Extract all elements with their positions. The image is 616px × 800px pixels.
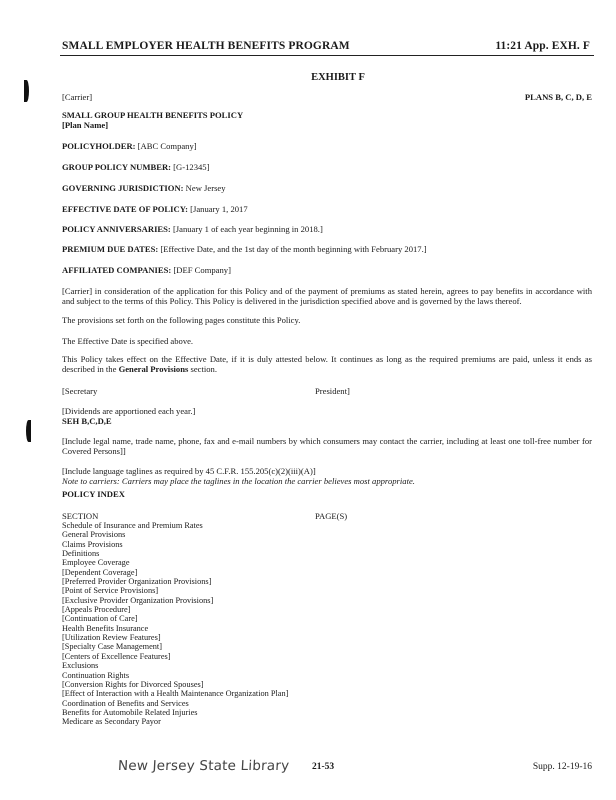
group-number-line — [62, 162, 592, 172]
plans-label: PLANS B, C, D, E — [524, 92, 592, 102]
field-label: EFFECTIVE DATE OF POLICY: — [62, 204, 188, 214]
list-item: Definitions — [62, 549, 100, 559]
carrier-label: [Carrier] — [62, 92, 93, 102]
dividends-block — [62, 406, 592, 426]
library-stamp: New Jersey State Library — [117, 758, 290, 774]
taglines-text: [Include language taglines as required by 45 C.F.R. 155.205(c)(2)(iii)(A)] — [62, 466, 316, 476]
field-value: [DEF Company] — [171, 265, 231, 275]
list-item: Medicare as Secondary Payor — [62, 717, 161, 727]
header-section: 11:21 App. EXH. F — [495, 40, 590, 52]
effective-date-line — [62, 204, 592, 214]
list-item: [Specialty Case Management] — [62, 642, 162, 652]
page-footer — [0, 758, 616, 782]
header-title: SMALL EMPLOYER HEALTH BENEFITS PROGRAM — [62, 40, 350, 52]
index-col-section: SECTION — [62, 511, 99, 521]
affiliated-line — [62, 265, 592, 275]
scan-mark — [26, 420, 31, 442]
field-value: [ABC Company] — [135, 141, 197, 151]
provisions-paragraph: The provisions set forth on the following pages constitute this Policy. — [62, 315, 301, 325]
field-value: [G-12345] — [171, 162, 210, 172]
field-label: AFFILIATED COMPANIES: — [62, 265, 172, 275]
field-label: POLICYHOLDER: — [62, 141, 136, 151]
list-item: Exclusions — [62, 661, 99, 671]
list-item: [Effect of Interaction with a Health Maintenance Organization Plan] — [62, 689, 289, 699]
index-list — [62, 521, 288, 727]
include-legal-paragraph: [Include legal name, trade name, phone, fax and e-mail numbers by which consumers may contact the carrier, including at least one toll-free number for Covered Persons]] — [62, 436, 592, 457]
list-item: General Provisions — [62, 530, 126, 540]
exhibit-title: EXHIBIT F — [311, 72, 365, 83]
note-to-carriers: Note to carriers: Carriers may place the taglines in the location the carrier believes most appropriate. — [62, 476, 415, 487]
policy-title: SMALL GROUP HEALTH BENEFITS POLICY — [62, 110, 244, 120]
jurisdiction-line — [62, 183, 592, 193]
list-item: [Dependent Coverage] — [62, 567, 138, 577]
effective-date-paragraph: The Effective Date is specified above. — [62, 336, 194, 346]
index-col-pages: PAGE(S) — [315, 511, 348, 521]
field-value: New Jersey — [183, 183, 226, 193]
field-value: [Effective Date, and the 1st day of the month beginning with February 2017.] — [158, 244, 427, 254]
running-header — [62, 40, 590, 52]
secretary-label: [Secretary — [62, 386, 98, 396]
anniversaries-line — [62, 224, 592, 234]
list-item: Schedule of Insurance and Premium Rates — [62, 521, 203, 530]
list-item: Employee Coverage — [62, 558, 130, 568]
field-label: GOVERNING JURISDICTION: — [62, 183, 184, 193]
index-header — [62, 511, 462, 521]
list-item: Benefits for Automobile Related Injuries — [62, 707, 198, 717]
policy-title-block — [62, 110, 592, 130]
list-item: [Preferred Provider Organization Provisions] — [62, 577, 212, 587]
plan-name: [Plan Name] — [62, 120, 109, 131]
page-number: 21-53 — [312, 762, 335, 772]
list-item: Continuation Rights — [62, 670, 130, 680]
signature-line — [62, 386, 462, 396]
dividends-text: [Dividends are apportioned each year.] — [62, 406, 196, 416]
takes-effect-end: section. — [188, 364, 217, 375]
field-value: [January 1 of each year beginning in 2018.] — [170, 224, 323, 234]
premium-due-line — [62, 244, 592, 254]
seh-code: SEH B,C,D,E — [62, 416, 112, 427]
list-item: [Point of Service Provisions] — [62, 586, 159, 596]
carrier-row — [62, 92, 592, 102]
list-item: Coordination of Benefits and Services — [62, 698, 189, 708]
policyholder-line — [62, 141, 592, 151]
general-provisions-ref: General Provisions — [118, 364, 189, 375]
taglines-block — [62, 466, 592, 486]
president-label: President] — [315, 386, 350, 396]
scan-mark — [24, 80, 29, 102]
field-label: PREMIUM DUE DATES: — [62, 244, 159, 254]
consideration-paragraph: [Carrier] in consideration of the application for this Policy and of the payment of premiums as stated herein, agrees to pay benefits in accordance with and subject to the terms of this Policy. This Policy is delivered in the jurisdiction specified above and is governed by the laws thereof. — [62, 286, 592, 307]
field-label: POLICY ANNIVERSARIES: — [62, 224, 171, 234]
list-item: [Conversion Rights for Divorced Spouses] — [62, 679, 204, 689]
list-item: [Centers of Excellence Features] — [62, 651, 171, 661]
supplement-date: Supp. 12-19-16 — [532, 762, 592, 772]
list-item: Claims Provisions — [62, 539, 123, 549]
list-item: Health Benefits Insurance — [62, 623, 149, 633]
header-rule — [60, 55, 594, 56]
list-item: [Continuation of Care] — [62, 614, 138, 624]
list-item: [Utilization Review Features] — [62, 633, 161, 643]
field-value: [January 1, 2017 — [187, 204, 248, 214]
list-item: [Exclusive Provider Organization Provisions] — [62, 595, 214, 605]
policy-index-title: POLICY INDEX — [62, 489, 125, 499]
field-label: GROUP POLICY NUMBER: — [62, 162, 172, 172]
list-item: [Appeals Procedure] — [62, 605, 131, 615]
takes-effect-text: This Policy takes effect on the Effective Date, if it is duly attested below. It continues as long as the required premiums are paid, unless it ends as described in the — [62, 354, 592, 375]
takes-effect-paragraph — [62, 354, 592, 375]
